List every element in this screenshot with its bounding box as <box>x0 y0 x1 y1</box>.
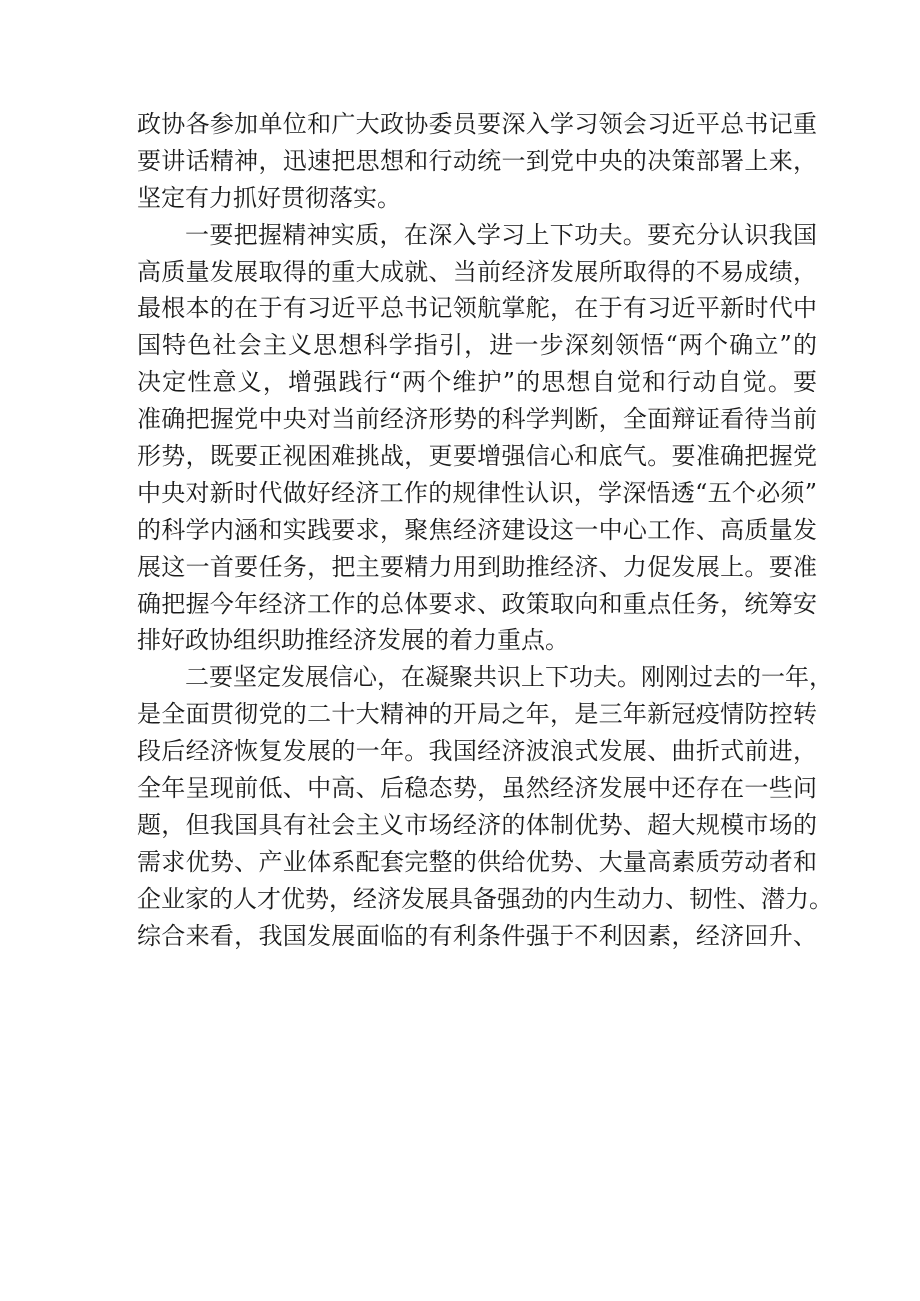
text-line: 展这一首要任务，把主要精力用到助推经济、力促发展上。要准 <box>137 552 817 581</box>
text-line: 综合来看，我国发展面临的有利条件强于不利因素，经济回升、 <box>137 921 817 950</box>
text-line: 一要把握精神实质，在深入学习上下功夫。要充分认识我国 <box>185 220 817 249</box>
text-line: 决定性意义，增强践行“两个维护”的思想自觉和行动自觉。要 <box>137 368 817 397</box>
text-line: 准确把握党中央对当前经济形势的科学判断，全面辩证看待当前 <box>137 405 817 434</box>
text-line: 的科学内涵和实践要求，聚焦经济建设这一中心工作、高质量发 <box>137 515 817 544</box>
text-line: 中央对新时代做好经济工作的规律性认识，学深悟透“五个必须” <box>137 478 817 507</box>
text-line: 形势，既要正视困难挑战，更要增强信心和底气。要准确把握党 <box>137 442 817 471</box>
text-line: 二要坚定发展信心，在凝聚共识上下功夫。刚刚过去的一年， <box>185 663 833 692</box>
text-line: 要讲话精神，迅速把思想和行动统一到党中央的决策部署上来， <box>137 146 817 175</box>
paragraph <box>137 217 817 660</box>
text-line: 政协各参加单位和广大政协委员要深入学习领会习近平总书记重 <box>137 110 817 138</box>
text-line: 确把握今年经济工作的总体要求、政策取向和重点任务，统筹安 <box>137 589 817 618</box>
text-line: 坚定有力抓好贯彻落实。 <box>137 183 401 212</box>
body-text <box>137 106 833 954</box>
text-line: 排好政协组织助推经济发展的着力重点。 <box>137 626 569 655</box>
paragraph <box>137 106 817 217</box>
text-line: 企业家的人才优势，经济发展具备强劲的内生动力、韧性、潜力。 <box>137 884 833 913</box>
text-line: 国特色社会主义思想科学指引，进一步深刻领悟“两个确立”的 <box>137 331 817 360</box>
text-line: 是全面贯彻党的二十大精神的开局之年，是三年新冠疫情防控转 <box>137 700 817 729</box>
text-line: 最根本的在于有习近平总书记领航掌舵，在于有习近平新时代中 <box>137 294 817 323</box>
text-line: 高质量发展取得的重大成就、当前经济发展所取得的不易成绩， <box>137 257 817 286</box>
paragraph <box>137 659 833 954</box>
text-line: 需求优势、产业体系配套完整的供给优势、大量高素质劳动者和 <box>137 847 817 876</box>
text-line: 段后经济恢复发展的一年。我国经济波浪式发展、曲折式前进， <box>137 737 817 766</box>
text-line: 题，但我国具有社会主义市场经济的体制优势、超大规模市场的 <box>137 810 817 839</box>
text-line: 全年呈现前低、中高、后稳态势，虽然经济发展中还存在一些问 <box>137 774 817 803</box>
